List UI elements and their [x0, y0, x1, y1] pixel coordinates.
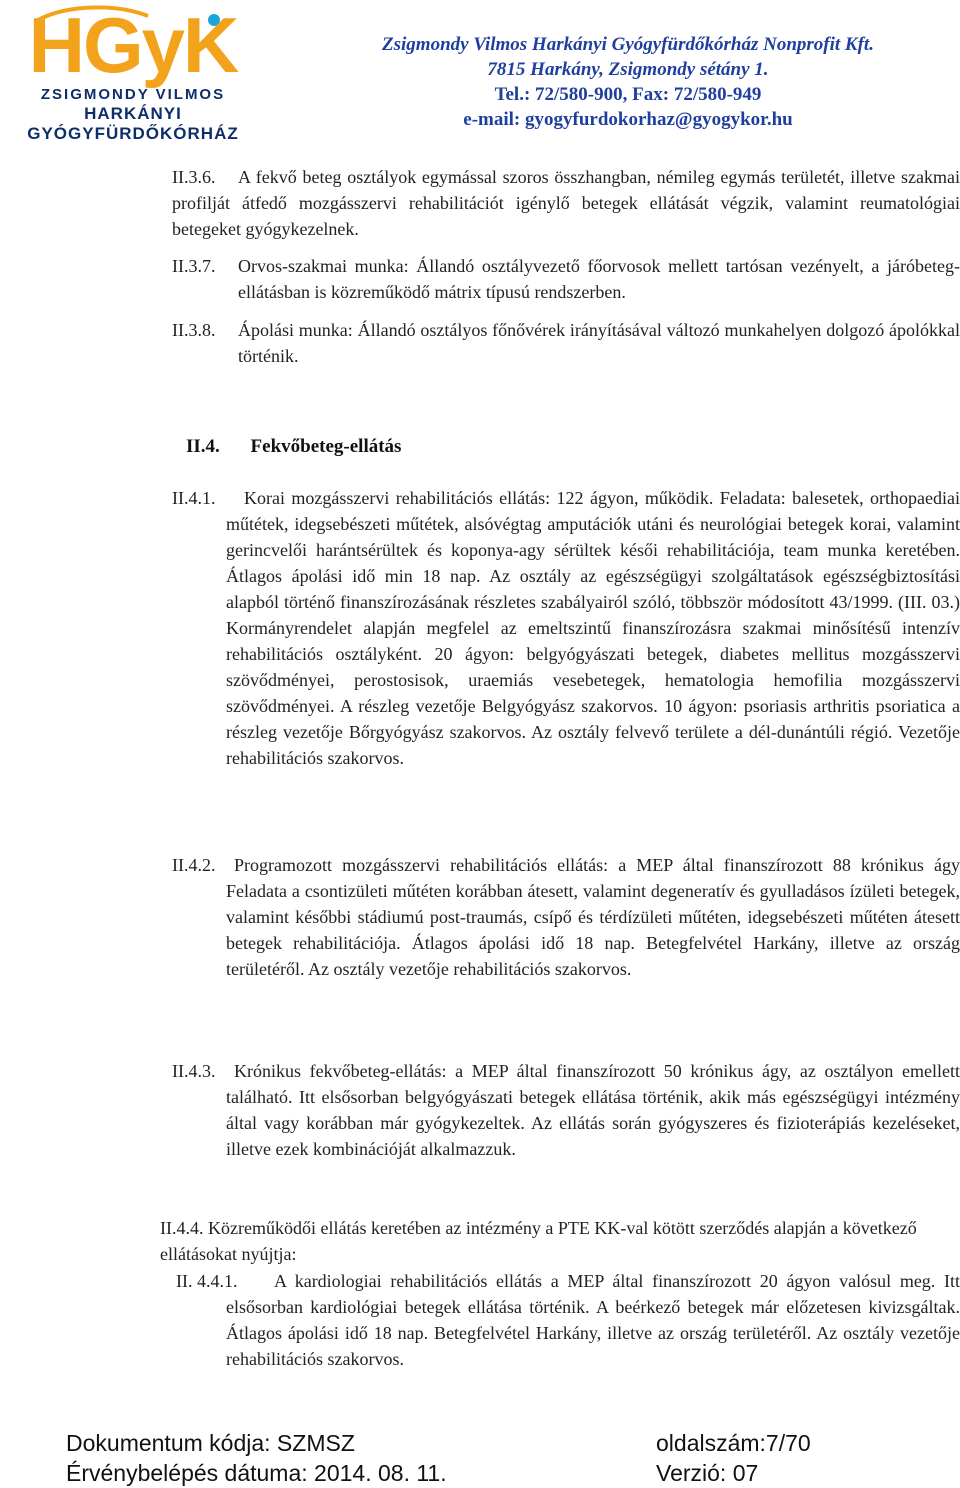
section-2-4-4 — [160, 1215, 920, 1267]
section-body: A kardiologiai rehabilitációs ellátás a MEP által finanszírozott 20 ágyon valósul meg. Itt elsősorban kardiológiai betegek ellátása történik. A beérkező betegek már előzetesen kivizsgáltak. Átlagos ápolási idő 18 nap. Betegfelvétel Harkány, illetve az ország területéről. Az osztály vezetője rehabilitációs szakorvos. — [226, 1271, 960, 1369]
section-body: Programozott mozgásszervi rehabilitációs ellátás: a MEP által finanszírozott 88 krónikus ágy Feladata a csontizületi műtéten korábban átesett, valamint degeneratív és gyulladásos ízületi betegek, valamint későbbi stádiumú post-traumás, csípő és térdízületi műtéten, idegsebészeti műtéten átesett betegek rehabilitációja. Átlagos ápolási idő 18 nap. Betegfelvétel Harkány, illetve az ország területéről. Az osztály vezetője rehabilitációs szakorvos. — [226, 855, 960, 979]
hospital-logo — [8, 1, 258, 143]
section-text — [160, 1215, 920, 1267]
page-header — [0, 0, 960, 143]
effective-date: Érvénybelépés dátuma: 2014. 08. 11. — [66, 1460, 447, 1486]
section-number: II.3.6. — [172, 167, 216, 187]
section-text — [176, 1268, 960, 1372]
section-2-4-3 — [172, 1058, 960, 1162]
section-2-4-2 — [172, 852, 960, 982]
section-number: II.4.2. — [172, 855, 216, 875]
org-email: e-mail: gyogyfurdokorhaz@gyogykor.hu — [463, 109, 793, 130]
section-text: A fekvő beteg osztályok egymással szoros összhangban, némileg egymás területét, illetve szakmai profilját átfedő mozgásszervi rehabilitációt igénylő betegek ellátását végzik, valamint reumatológiai betegeket gyógykezelnek. — [172, 167, 960, 239]
section-text — [172, 485, 960, 771]
section-body: Közreműködői ellátás keretében az intézmény a PTE KK-val kötött szerződés alapján a következő ellátásokat nyújtja: — [160, 1218, 917, 1264]
section-text: Ápolási munka: Állandó osztályos főnővérek irányításával változó munkahelyen dolgozó ápolókkal történik. — [238, 320, 960, 366]
logo-line-1: ZSIGMONDY VILMOS — [40, 86, 226, 103]
section-heading-2-4 — [186, 436, 401, 458]
org-address: 7815 Harkány, Zsigmondy sétány 1. — [487, 59, 769, 80]
page-number: oldalszám:7/70 — [656, 1430, 811, 1456]
logo-main-text: HGyK — [28, 1, 238, 89]
org-name: Zsigmondy Vilmos Harkányi Gyógyfürdőkórház Nonprofit Kft. — [382, 34, 874, 55]
section-2-3-8 — [172, 317, 960, 369]
section-2-3-7 — [172, 253, 960, 305]
section-text — [172, 1058, 960, 1162]
section-text: Orvos-szakmai munka: Állandó osztályvezető főorvosok mellett tartósan vezényelt, a járóbeteg-ellátásban is közreműködő mátrix típusú rendszerben. — [238, 256, 960, 302]
document-code: Dokumentum kódja: SZMSZ — [66, 1430, 355, 1456]
section-number: II. 4.4.1. — [176, 1271, 238, 1291]
section-2-4-4-1 — [176, 1268, 960, 1372]
section-number: II.3.8. — [172, 320, 216, 340]
section-number: II.4.1. — [172, 488, 216, 508]
heading-title: Fekvőbeteg-ellátás — [250, 436, 402, 457]
section-body: Krónikus fekvőbeteg-ellátás: a MEP által finanszírozott 50 krónikus ágy, az osztályon emellett található. Itt elsősorban belgyógyászati betegek ellátása történik, akik más egészségügyi intézmény által vagy korábban már gyógykezeltek. Az ellátás során gyógyszeres és fizioterápiás kezeléseket, illetve ezek kombinációját alkalmazzuk. — [226, 1061, 960, 1159]
logo-line-2: HARKÁNYI GYÓGYFÜRDŐKÓRHÁZ — [27, 104, 239, 143]
section-text — [172, 852, 960, 982]
document-version: Verzió: 07 — [656, 1460, 759, 1486]
section-number: II.4.4. — [160, 1218, 204, 1238]
heading-number: II.4. — [186, 436, 220, 457]
section-2-3-6 — [172, 164, 960, 242]
contact-block — [308, 32, 948, 132]
section-number: II.4.3. — [172, 1061, 216, 1081]
section-body: Korai mozgásszervi rehabilitációs ellátás: 122 ágyon, működik. Feladata: balesetek, orthopaediai műtétek, idegsebészeti műtétek, alsóvégtag amputációk utáni és neurológiai betegek korai, valamint gerincvelői harántsérültek és koponya-agy sérültek késői rehabilitációja, team munka keretében. Átlagos ápolási idő min 18 nap. Az osztály az egészségügyi szolgáltatások egészségbiztosítási alapból történő finanszírozásának részletes szabályairól szóló, többször módosított 43/1999. (III. 03.) Kormányrendelet alapján megfelel az emeltszintű finanszírozásra szakmai minősítésű intenzív rehabilitációs osztályként. 20 ágyon: belgyógyászati betegek, diabetes mellitus mozgásszervi szövődményei, perostosisok, uraemiás vesebetegek, hematologia hemofilia mozgásszervi szövődményei. A részleg vezetője Belgyógyász szakorvos. 10 ágyon: psoriasis arthritis psoriatica a részleg vezetője Bőrgyógyász szakorvos. Az osztály felvevő területe a dél-dunántúli régió. Vezetője rehabilitációs szakorvos. — [226, 488, 960, 768]
section-2-4-1 — [172, 485, 960, 771]
org-phone: Tel.: 72/580-900, Fax: 72/580-949 — [494, 84, 762, 105]
section-number: II.3.7. — [172, 256, 216, 276]
